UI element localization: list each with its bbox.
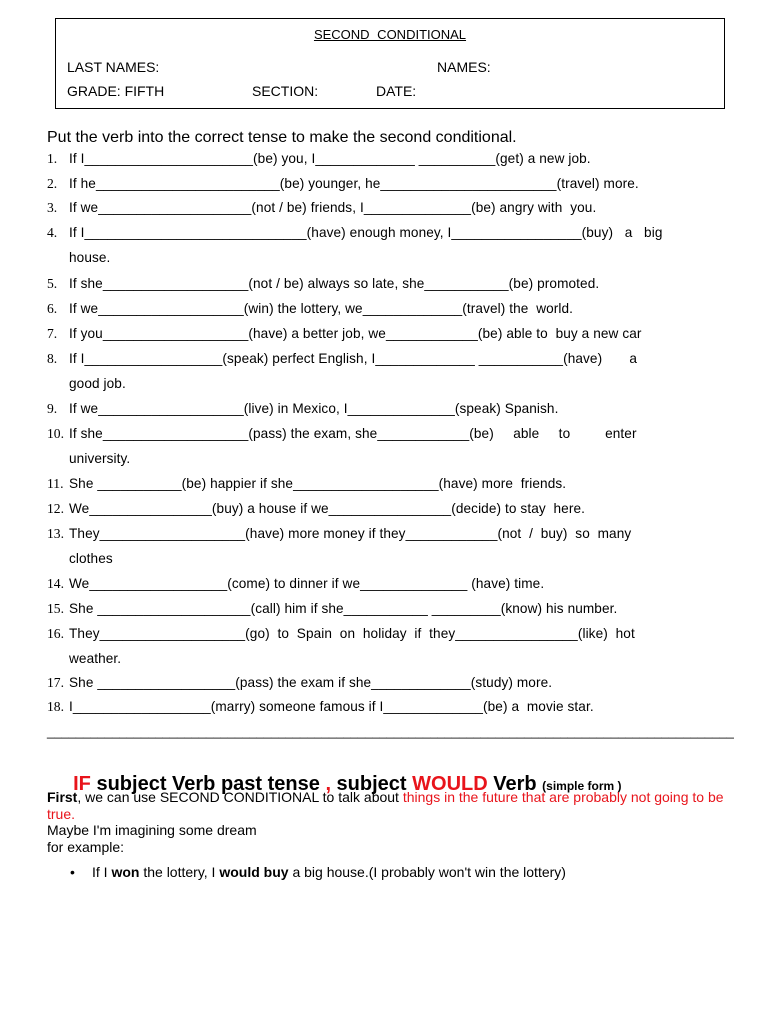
exercise-number: 16. xyxy=(47,626,64,641)
exercise-line: We__________________(come) to dinner if we______________ (have) time. xyxy=(69,576,545,591)
formula-part1: subject Verb past tense xyxy=(90,773,326,795)
explanation xyxy=(47,789,737,855)
exercise-line: good job. xyxy=(69,375,126,391)
formula-comma: , xyxy=(325,773,331,795)
explanation-line1 xyxy=(47,789,737,822)
exercise-line: We________________(buy) a house if we________________(decide) to stay here. xyxy=(69,501,585,516)
exercise-line: If I______________________(be) you, I_____________ __________(get) a new job. xyxy=(69,151,591,166)
exercise-number: 18. xyxy=(47,699,64,714)
exercise-line: She ____________________(call) him if she___________ _________(know) his number. xyxy=(69,601,618,616)
exercise-text xyxy=(69,497,705,522)
exercise-number: 14. xyxy=(47,576,64,591)
exercise-number: 1. xyxy=(47,151,58,166)
worksheet-title: SECOND CONDITIONAL xyxy=(313,27,467,42)
explanation-period: . xyxy=(71,805,76,822)
exercise-text xyxy=(69,695,705,720)
example-would-buy: would buy xyxy=(219,864,289,880)
exercise-number: 12. xyxy=(47,501,64,516)
names-label: NAMES: xyxy=(437,59,491,75)
section-label: SECTION: xyxy=(252,83,319,99)
exercise-text xyxy=(69,597,705,622)
exercise-line: If I__________________(speak) perfect English, I_____________ ___________(have) a xyxy=(69,351,637,366)
formula-part3: Verb xyxy=(487,773,543,795)
exercise-number: 5. xyxy=(47,276,58,291)
header-box xyxy=(55,18,725,109)
exercise-line: I__________________(marry) someone famous if I_____________(be) a movie star. xyxy=(69,699,594,714)
exercise-line: If we___________________(win) the lottery, we_____________(travel) the world. xyxy=(69,301,574,316)
exercise-text xyxy=(69,347,705,396)
exercise-text xyxy=(69,622,705,671)
explanation-first: First xyxy=(47,789,78,805)
exercise-text xyxy=(69,572,705,597)
example-p1: If I xyxy=(92,864,112,880)
formula-would: WOULD xyxy=(412,773,488,795)
exercise-line: She ___________(be) happier if she___________________(have) more friends. xyxy=(69,476,567,491)
exercise-number: 15. xyxy=(47,601,64,616)
exercise-line: university. xyxy=(69,450,131,466)
example-p2: the lottery, I xyxy=(139,864,220,880)
exercise-text xyxy=(69,172,705,197)
divider-line: _______________________________________________________________________________________________ xyxy=(47,724,734,739)
exercise-text xyxy=(69,147,705,172)
exercise-text xyxy=(69,322,705,347)
exercise-text xyxy=(69,422,705,471)
exercise-line: If I_____________________________(have) enough money, I_________________(buy) a big xyxy=(69,225,663,240)
exercise-number: 4. xyxy=(47,225,58,240)
exercise-text xyxy=(69,272,705,297)
grade-label: GRADE: FIFTH xyxy=(67,83,165,99)
exercise-line: If you___________________(have) a better job, we____________(be) able to buy a new car xyxy=(69,326,642,341)
exercise-number: 2. xyxy=(47,176,58,191)
exercise-text xyxy=(69,297,705,322)
exercise-text xyxy=(69,671,705,696)
exercise-number: 7. xyxy=(47,326,58,341)
exercise-number: 11. xyxy=(47,476,64,491)
exercise-number: 10. xyxy=(47,426,64,441)
exercise-line: They___________________(go) to Spain on holiday if they________________(like) hot xyxy=(69,626,635,641)
exercise-text xyxy=(69,472,705,497)
explanation-highlight: things in the future that are probably not going to be true xyxy=(47,789,724,822)
exercise-line: If we____________________(not / be) friends, I______________(be) angry with you. xyxy=(69,200,597,215)
instruction-text: Put the verb into the correct tense to make the second conditional. xyxy=(47,129,517,146)
formula-part2: subject xyxy=(331,773,413,795)
example-won: won xyxy=(111,864,140,880)
exercise-number: 13. xyxy=(47,526,64,541)
exercise-line: If she___________________(not / be) always so late, she___________(be) promoted. xyxy=(69,276,600,291)
exercise-line: clothes xyxy=(69,550,113,566)
explanation-line3: for example: xyxy=(47,838,125,855)
explanation-line2: Maybe I'm imagining some dream xyxy=(47,822,257,838)
exercise-line: If she___________________(pass) the exam, she____________(be) able to enter xyxy=(69,426,637,441)
formula-note: (simple form ) xyxy=(542,779,622,793)
formula-if: IF xyxy=(73,773,91,795)
exercise-line: If he________________________(be) younger, he_______________________(travel) more. xyxy=(69,176,639,191)
exercise-number: 17. xyxy=(47,675,64,690)
exercise-number: 6. xyxy=(47,301,58,316)
exercise-text xyxy=(69,522,705,571)
exercise-line: They___________________(have) more money if they____________(not / buy) so many xyxy=(69,526,632,541)
example-p3: a big house.(I probably won't win the lottery) xyxy=(288,864,566,880)
explanation-intro: , we can use SECOND CONDITIONAL to talk about xyxy=(77,789,403,805)
exercise-text xyxy=(69,196,705,221)
exercise-number: 3. xyxy=(47,200,58,215)
exercise-number: 9. xyxy=(47,401,58,416)
exercise-text xyxy=(69,221,705,270)
exercise-line: If we___________________(live) in Mexico, I______________(speak) Spanish. xyxy=(69,401,559,416)
example-sentence xyxy=(92,864,566,880)
exercise-line: She __________________(pass) the exam if she_____________(study) more. xyxy=(69,675,553,690)
exercise-number: 8. xyxy=(47,351,58,366)
exercise-line: house. xyxy=(69,249,111,265)
last-names-label: LAST NAMES: xyxy=(67,59,160,75)
exercise-line: weather. xyxy=(69,650,122,666)
bullet-icon: • xyxy=(70,864,75,880)
exercise-text xyxy=(69,397,705,422)
date-label: DATE: xyxy=(376,83,417,99)
